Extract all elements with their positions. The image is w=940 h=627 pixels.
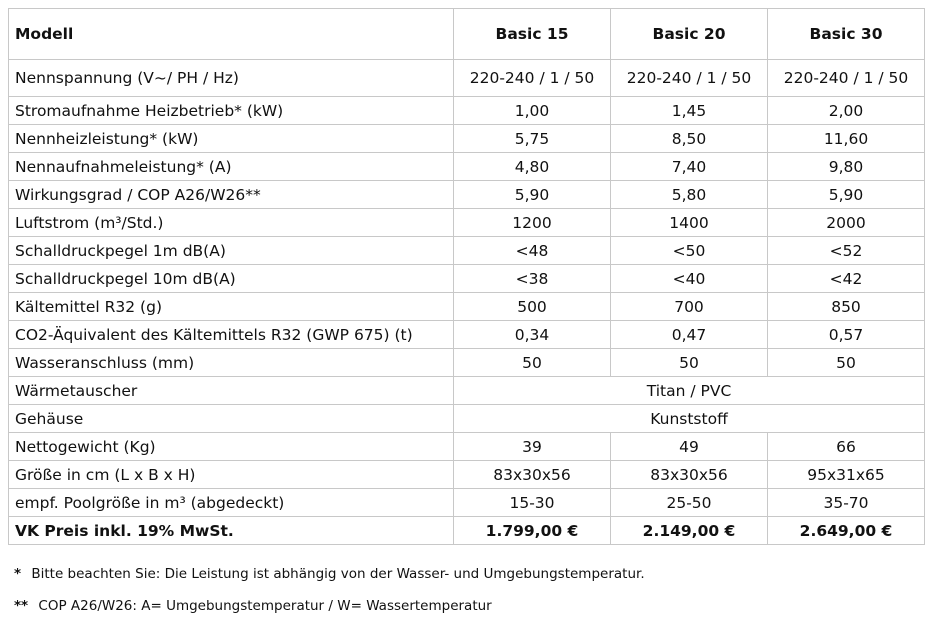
row-value-model-1: <48 [454,237,611,265]
row-value-model-1: 5,75 [454,125,611,153]
price-model-3: 2.649,00 € [768,517,925,545]
price-model-2: 2.149,00 € [611,517,768,545]
footnote-2-mark: ** [14,598,29,614]
row-value-model-3: 220-240 / 1 / 50 [768,60,925,97]
table-row [9,237,925,265]
row-value-model-1: 1,00 [454,97,611,125]
header-model-3: Basic 30 [768,9,925,60]
header-label: Modell [9,9,454,60]
row-label: empf. Poolgröße in m³ (abgedeckt) [9,489,454,517]
table-row [9,321,925,349]
row-value-model-1: 15-30 [454,489,611,517]
row-label: Wärmetauscher [9,377,454,405]
row-value-model-1: 0,34 [454,321,611,349]
row-value-model-2: <50 [611,237,768,265]
footnote-1 [14,566,645,582]
table-row [9,489,925,517]
row-value-model-1: 220-240 / 1 / 50 [454,60,611,97]
price-row [9,517,925,545]
table-row [9,209,925,237]
table-row [9,60,925,97]
table-row [9,405,925,433]
row-value-model-2: 8,50 [611,125,768,153]
row-value-model-3: 2000 [768,209,925,237]
table-header-row [9,9,925,60]
table-row [9,349,925,377]
row-value-model-3: <52 [768,237,925,265]
row-value-model-2: 50 [611,349,768,377]
row-value-model-1: 4,80 [454,153,611,181]
price-model-1: 1.799,00 € [454,517,611,545]
header-model-1: Basic 15 [454,9,611,60]
row-value-model-2: 7,40 [611,153,768,181]
row-value-model-3: 5,90 [768,181,925,209]
row-value-model-2: 25-50 [611,489,768,517]
row-label: Nettogewicht (Kg) [9,433,454,461]
table-row [9,293,925,321]
row-value-model-3: 0,57 [768,321,925,349]
row-value-model-2: 5,80 [611,181,768,209]
spec-table [8,8,925,545]
table-row [9,125,925,153]
row-value-model-1: 39 [454,433,611,461]
row-value-model-1: 5,90 [454,181,611,209]
row-value-model-3: <42 [768,265,925,293]
row-value-model-3: 95x31x65 [768,461,925,489]
row-value-model-2: 220-240 / 1 / 50 [611,60,768,97]
row-value-model-2: <40 [611,265,768,293]
row-label: Stromaufnahme Heizbetrieb* (kW) [9,97,454,125]
row-label: Schalldruckpegel 10m dB(A) [9,265,454,293]
table-row [9,461,925,489]
row-label: Wasseranschluss (mm) [9,349,454,377]
row-value-model-2: 83x30x56 [611,461,768,489]
row-value-model-1: 83x30x56 [454,461,611,489]
row-label: CO2-Äquivalent des Kältemittels R32 (GWP 675) (t) [9,321,454,349]
row-value-model-2: 1,45 [611,97,768,125]
table-row [9,181,925,209]
row-label: Nennaufnahmeleistung* (A) [9,153,454,181]
row-label: Nennheizleistung* (kW) [9,125,454,153]
row-value-model-2: 49 [611,433,768,461]
row-label: Wirkungsgrad / COP A26/W26** [9,181,454,209]
table-row [9,265,925,293]
row-label: Gehäuse [9,405,454,433]
table-row [9,97,925,125]
spec-table-body [9,9,925,545]
row-value-model-3: 50 [768,349,925,377]
row-value-model-1: 1200 [454,209,611,237]
row-label: Nennspannung (V~/ PH / Hz) [9,60,454,97]
table-row [9,153,925,181]
row-value-model-2: 700 [611,293,768,321]
header-model-2: Basic 20 [611,9,768,60]
row-value-model-3: 35-70 [768,489,925,517]
footnote-2 [14,598,492,614]
row-label: Kältemittel R32 (g) [9,293,454,321]
row-value-model-3: 66 [768,433,925,461]
row-value-model-1: 50 [454,349,611,377]
row-merged-value: Titan / PVC [454,377,925,405]
row-value-model-1: 500 [454,293,611,321]
row-value-model-2: 1400 [611,209,768,237]
row-value-model-3: 850 [768,293,925,321]
footnote-2-text: COP A26/W26: A= Umgebungstemperatur / W= Wassertemperatur [38,598,492,614]
table-row [9,377,925,405]
footnote-1-text: Bitte beachten Sie: Die Leistung ist abhängig von der Wasser- und Umgebungstemperatur. [31,566,645,582]
row-label: Schalldruckpegel 1m dB(A) [9,237,454,265]
row-merged-value: Kunststoff [454,405,925,433]
row-value-model-3: 2,00 [768,97,925,125]
price-label: VK Preis inkl. 19% MwSt. [9,517,454,545]
row-value-model-1: <38 [454,265,611,293]
row-value-model-3: 9,80 [768,153,925,181]
footnote-1-mark: * [14,566,22,582]
row-label: Größe in cm (L x B x H) [9,461,454,489]
row-value-model-2: 0,47 [611,321,768,349]
row-value-model-3: 11,60 [768,125,925,153]
table-row [9,433,925,461]
row-label: Luftstrom (m³/Std.) [9,209,454,237]
